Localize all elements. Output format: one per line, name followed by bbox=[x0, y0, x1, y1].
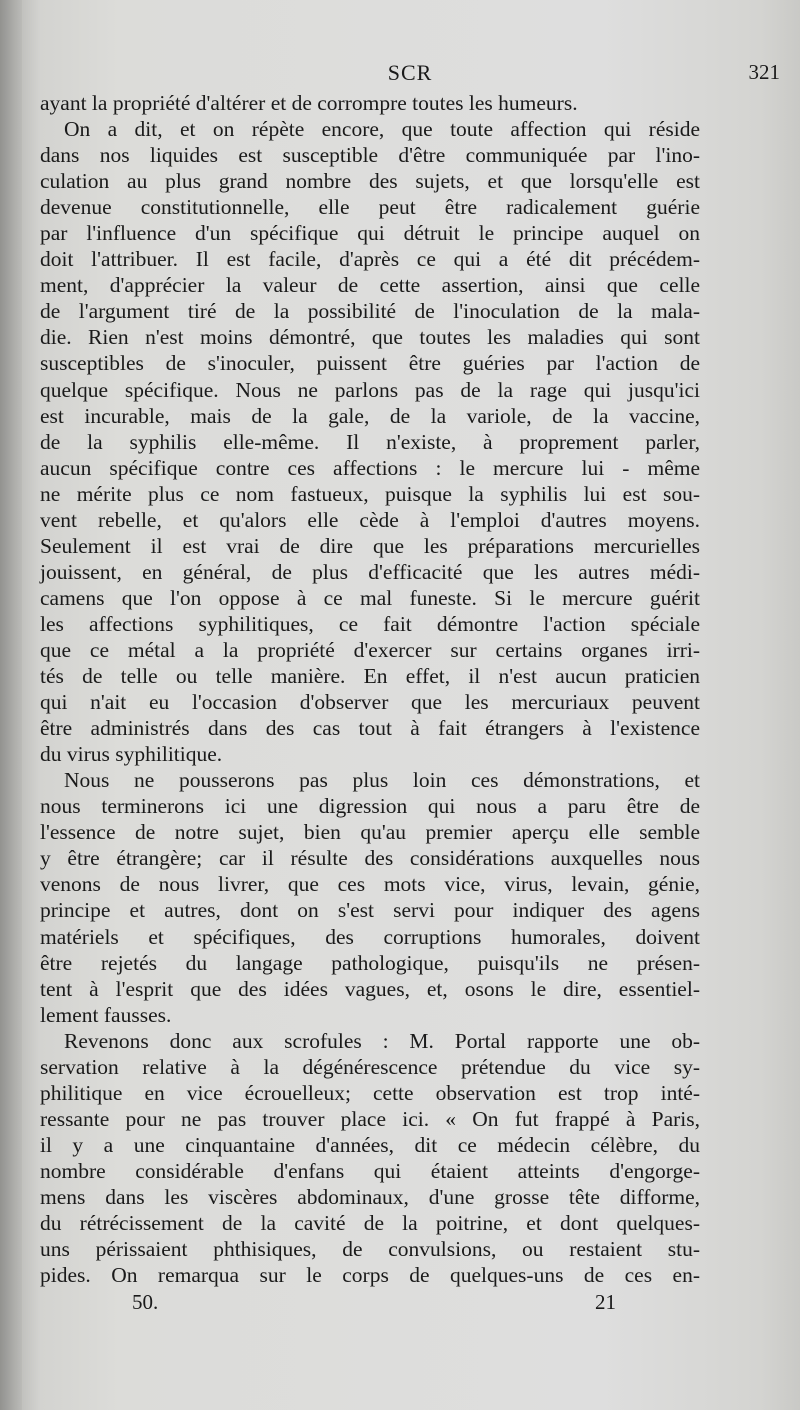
sheet-number: 21 bbox=[595, 1290, 616, 1314]
text-line: être rejetés du langage pathologique, puisqu'ils ne présen- bbox=[40, 950, 700, 975]
text-line: pides. On remarqua sur le corps de quelques-uns de ces en- bbox=[40, 1263, 700, 1288]
page-gutter-shadow bbox=[0, 0, 22, 1410]
text-line: l'essence de notre sujet, bien qu'au premier aperçu elle semble bbox=[40, 820, 700, 845]
text-line: du rétrécissement de la cavité de la poitrine, et dont quelques- bbox=[40, 1211, 700, 1236]
text-line: qui n'ait eu l'occasion d'observer que les mercuriaux peuvent bbox=[40, 690, 700, 715]
text-line: mens dans les viscères abdominaux, d'une grosse tête difforme, bbox=[40, 1184, 700, 1209]
text-line: tés de telle ou telle manière. En effet, il n'est aucun praticien bbox=[40, 664, 700, 689]
text-line: Nous ne pousserons pas plus loin ces démonstrations, et bbox=[64, 768, 700, 793]
text-line: est incurable, mais de la gale, de la variole, de la vaccine, bbox=[40, 403, 700, 428]
text-line: de l'argument tiré de la possibilité de l'inoculation de la mala- bbox=[40, 299, 700, 324]
text-line: lement fausses. bbox=[40, 1002, 172, 1027]
text-line: par l'influence d'un spécifique qui détruit le principe auquel on bbox=[40, 221, 700, 246]
text-line: jouissent, en général, de plus d'efficacité que les autres médi- bbox=[40, 559, 700, 584]
page-footer bbox=[40, 1290, 700, 1320]
text-line: On a dit, et on répète encore, que toute affection qui réside bbox=[64, 117, 700, 142]
text-line: devenue constitutionnelle, elle peut être radicalement guérie bbox=[40, 195, 700, 220]
text-line: être administrés dans des cas tout à fait étrangers à l'existence bbox=[40, 716, 700, 741]
text-line: dans nos liquides est susceptible d'être communiquée par l'ino- bbox=[40, 143, 700, 168]
text-line: matériels et spécifiques, des corruptions humorales, doivent bbox=[40, 924, 700, 949]
text-line: que ce métal a la propriété d'exercer sur certains organes irri- bbox=[40, 637, 700, 662]
text-line: susceptibles de s'inoculer, puissent être guéries par l'action de bbox=[40, 351, 700, 376]
text-line: ne mérite plus ce nom fastueux, puisque la syphilis lui est sou- bbox=[40, 481, 700, 506]
running-head: SCR bbox=[387, 60, 433, 85]
text-line: aucun spécifique contre ces affections : le mercure lui - même bbox=[40, 455, 700, 480]
text-line: Revenons donc aux scrofules : M. Portal rapporte une ob- bbox=[64, 1028, 700, 1053]
text-line: il y a une cinquantaine d'années, dit ce médecin célèbre, du bbox=[40, 1132, 700, 1157]
text-line: ayant la propriété d'altérer et de corrompre toutes les humeurs. bbox=[40, 91, 578, 115]
text-line: nous terminerons ici une digression qui nous a paru être de bbox=[40, 794, 700, 819]
text-line: principe et autres, dont on s'est servi pour indiquer des agens bbox=[40, 898, 700, 923]
text-line: philitique en vice écrouelleux; cette observation est trop inté- bbox=[40, 1080, 700, 1105]
text-line: y être étrangère; car il résulte des considérations auxquelles nous bbox=[40, 846, 700, 871]
page-header bbox=[40, 60, 780, 90]
text-line: doit l'attribuer. Il est facile, d'après ce qui a été dit précédem- bbox=[40, 247, 700, 272]
text-line: Seulement il est vrai de dire que les préparations mercurielles bbox=[40, 533, 700, 558]
text-line: die. Rien n'est moins démontré, que toutes les maladies qui sont bbox=[40, 325, 700, 350]
text-line: servation relative à la dégénérescence prétendue du vice sy- bbox=[40, 1054, 700, 1079]
text-line: ressante pour ne pas trouver place ici. « On fut frappé à Paris, bbox=[40, 1106, 700, 1131]
text-line: vent rebelle, et qu'alors elle cède à l'emploi d'autres moyens. bbox=[40, 507, 700, 532]
text-line: de la syphilis elle-même. Il n'existe, à proprement parler, bbox=[40, 429, 700, 454]
text-line: du virus syphilitique. bbox=[40, 742, 223, 767]
text-line: camens que l'on oppose à ce mal funeste. Si le mercure guérit bbox=[40, 585, 700, 610]
text-line: tent à l'esprit que des idées vagues, et, osons le dire, essentiel- bbox=[40, 976, 700, 1001]
text-line: venons de nous livrer, que ces mots vice, virus, levain, génie, bbox=[40, 872, 700, 897]
text-line: nombre considérable d'enfans qui étaient atteints d'engorge- bbox=[40, 1158, 700, 1183]
text-line: uns périssaient phthisiques, de convulsions, ou restaient stu- bbox=[40, 1237, 700, 1262]
text-line: ment, d'apprécier la valeur de cette assertion, ainsi que celle bbox=[40, 273, 700, 298]
page-number: 321 bbox=[748, 60, 780, 84]
signature-mark: 50. bbox=[132, 1290, 159, 1314]
text-line: culation au plus grand nombre des sujets, et que lorsqu'elle est bbox=[40, 169, 700, 194]
text-line: les affections syphilitiques, ce fait démontre l'action spéciale bbox=[40, 611, 700, 636]
text-line: quelque spécifique. Nous ne parlons pas de la rage qui jusqu'ici bbox=[40, 377, 700, 402]
body-text bbox=[40, 90, 700, 1288]
